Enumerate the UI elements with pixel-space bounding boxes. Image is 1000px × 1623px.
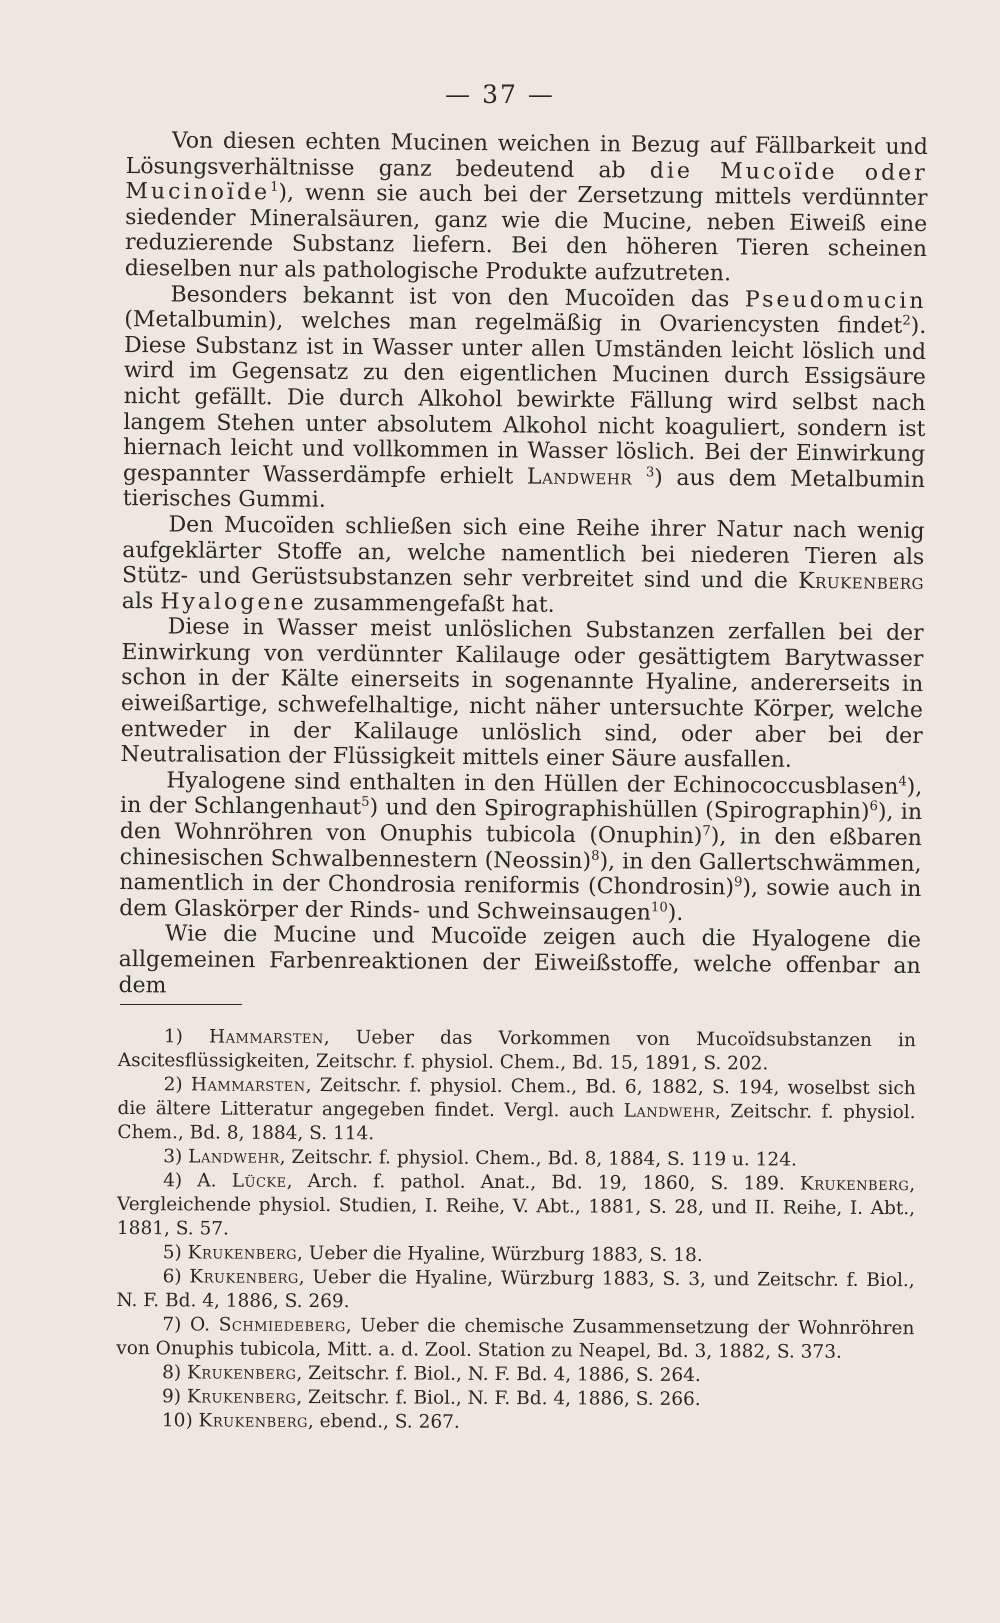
author-name: Krukenberg xyxy=(187,1242,298,1264)
paragraph xyxy=(119,768,922,929)
text-run: 2) xyxy=(163,1074,191,1096)
footnote xyxy=(116,1313,914,1365)
footnote-ref: 6 xyxy=(869,799,878,815)
text-run: , Zeitschr. f. physiol. Chem., Bd. 8, 1884, S. 114. xyxy=(117,1101,916,1145)
text-run: Diese in Wasser meist unlöslichen Substanzen zerfallen bei der Einwirkung von verdünnter Kalilauge oder gesättigtem Barytwasser schon in der Kälte einerseits in sogenannte Hyaline, andererseits in eiweißartige, schwefelhaltige, nicht näher untersuchte Körper, welche entweder in der Kalilauge unlöslich sind, oder aber bei der Neutralisation der Flüssigkeit mittels einer Säure ausfallen. xyxy=(120,614,924,774)
footnotes xyxy=(116,1025,916,1437)
footnote-ref: 5 xyxy=(361,795,370,811)
text-run: (Metalbumin), welches man regelmäßig in Ovariencysten findet xyxy=(124,307,903,339)
author-name: Krukenberg xyxy=(799,1173,910,1196)
footnote-ref: 1 xyxy=(270,180,279,196)
paragraph xyxy=(118,921,921,1005)
footnote xyxy=(116,1265,914,1317)
text-run: Hyalogene sind enthalten in den Hüllen der Echinococcusblasen xyxy=(166,768,899,800)
author-name: Landwehr xyxy=(188,1146,280,1168)
text-run: , Zeitschr. f. Biol., N. F. Bd. 4, 1886, S. 266. xyxy=(296,1386,701,1411)
text-run: 3) xyxy=(163,1146,189,1168)
paragraph xyxy=(123,282,927,519)
footnote-ref: 7 xyxy=(702,823,711,839)
text-run: ), in den eßbaren chinesischen Schwalbennestern (Neossin) xyxy=(119,824,922,874)
text-run: ), in der Schlangenhaut xyxy=(119,774,923,821)
text-run: zusammengefaßt hat. xyxy=(306,590,555,618)
text-run: , Ueber das Vorkommen von Mucoïdsubstanzen in Ascitesflüssigkeiten, Zeitschr. f. physiol. Chem., Bd. 15, 1891, S. 202. xyxy=(117,1027,916,1075)
body-text xyxy=(118,128,928,1005)
text-run: ). Diese Substanz ist in Wasser unter allen Umständen leicht löslich und wird im Gegensatz zu den eigentlichen Mucinen durch Essigsäure nicht gefällt. Die durch Alkohol bewirkte Fällung wird selbst nach langem Stehen unter absolutem Alkohol nicht koaguliert, sondern ist hiernach leicht und vollkommen in Wasser löslich. Bei der Einwirkung gespannter Wasserdämpfe erhielt xyxy=(122,314,927,490)
author-name: Lücke xyxy=(231,1170,287,1192)
text-run: , Vergleichende physiol. Studien, I. Reihe, V. Abt., 1881, S. 28, und II. Reihe, I. Abt., 1881, S. 57. xyxy=(116,1174,916,1240)
text-run: ) aus dem Metalbumin tierisches Gummi. xyxy=(122,465,926,514)
author-name: Krukenberg xyxy=(798,568,925,596)
paragraph xyxy=(125,128,928,289)
text-run: ), wenn sie auch bei der Zersetzung mittels verdünnter siedender Mineralsäuren, ganz wie die Mucine, neben Eiweiß eine reduzierende Substanz liefern. Bei den höheren Tieren scheinen dieselben nur als pathologische Produkte aufzutreten. xyxy=(124,180,928,287)
text-run: 6) xyxy=(162,1266,190,1288)
text-run: Den Mucoïden schließen sich eine Reihe ihrer Natur nach wenig aufgeklärter Stoffe an, welche namentlich bei niederen Tieren als Stütz- und Gerüstsubstanzen sehr verbreitet sind und die xyxy=(121,512,925,594)
text-run: 1) xyxy=(163,1026,210,1048)
spaced-term: Pseudomucin xyxy=(744,286,927,314)
text-run: ). xyxy=(667,900,684,926)
author-name: Landwehr xyxy=(623,1100,716,1123)
text-run: Besonders bekannt ist von den Mucoïden das xyxy=(170,281,746,312)
text-run: , Zeitschr. f. physiol. Chem., Bd. 6, 1882, S. 194, woselbst sich die ältere Litteratur angegeben findet. Vergl. auch xyxy=(117,1074,916,1122)
text-run: , Ueber die chemische Zusammensetzung der Wohnröhren von Onuphis tubicola, Mitt. a. d. Zool. Station zu Neapel, Bd. 3, 1882, S. 373. xyxy=(116,1315,915,1363)
text-run: , Zeitschr. f. physiol. Chem., Bd. 8, 1884, S. 119 u. 124. xyxy=(279,1146,797,1171)
author-name: Krukenberg xyxy=(198,1410,308,1432)
text-run: , ebend., S. 267. xyxy=(307,1411,460,1433)
text-run: 4) A. xyxy=(163,1170,232,1192)
author-name: Krukenberg xyxy=(189,1266,299,1288)
paragraph xyxy=(122,512,925,621)
page-number: — 37 — xyxy=(445,80,555,109)
text-run: ), in den Wohnröhren von Onuphis tubicola (Onuphin) xyxy=(119,800,923,850)
footnote xyxy=(116,1409,914,1437)
footnote-separator xyxy=(120,1004,242,1005)
author-name: Schmiedeberg xyxy=(218,1314,346,1337)
text-run: , Zeitschr. f. Biol., N. F. Bd. 4, 1886, S. 264. xyxy=(296,1362,701,1387)
author-name: Hammarsten xyxy=(190,1074,306,1096)
text-run: , Ueber die Hyaline, Würzburg 1883, S. 3, und Zeitschr. f. Biol., N. F. Bd. 4, 1886, S. 269. xyxy=(116,1266,915,1313)
text-run: Von diesen echten Mucinen weichen in Bezug auf Fällbarkeit und Lösungsverhältnisse ganz bedeutend ab xyxy=(125,128,928,184)
text-run: Wie die Mucine und Mucoïde zeigen auch die Hyalogene die allgemeinen Farbenreaktionen der Eiweißstoffe, welche offenbar an dem xyxy=(118,921,922,998)
text-run: , Ueber die Hyaline, Würzburg 1883, S. 18. xyxy=(296,1242,703,1267)
text-run: 8) xyxy=(162,1362,188,1384)
author-name: Landwehr xyxy=(526,464,633,491)
author-name: Hammarsten xyxy=(208,1026,324,1049)
author-name: Krukenberg xyxy=(186,1362,297,1384)
footnote xyxy=(117,1169,915,1245)
footnote xyxy=(117,1073,915,1149)
text-run: ) und den Spirographishüllen (Spirographin) xyxy=(369,795,870,825)
text-run: ), sowie auch in dem Glaskörper der Rinds- und Schweinsaugen xyxy=(119,875,922,926)
footnote-ref: 8 xyxy=(591,848,600,864)
text-run: ), in den Gallertschwämmen, namentlich in der Chondrosia reniformis (Chondrosin) xyxy=(119,848,922,901)
text-run xyxy=(632,465,646,490)
footnote-ref: 2 xyxy=(902,313,911,329)
text-run: , Arch. f. pathol. Anat., Bd. 19, 1860, S. 189. xyxy=(286,1170,800,1195)
text-run: 9) xyxy=(161,1386,187,1408)
text-run: 10) xyxy=(161,1410,199,1432)
footnote xyxy=(118,1025,916,1077)
footnote-ref: 4 xyxy=(898,774,907,790)
spaced-term: Hyalogene xyxy=(160,589,307,616)
footnote-ref: 9 xyxy=(734,875,743,891)
footnote-ref: 3 xyxy=(645,464,655,481)
author-name: Krukenberg xyxy=(186,1386,297,1408)
paragraph xyxy=(120,614,923,775)
text-run: als xyxy=(121,588,161,615)
text-run: 5) xyxy=(162,1242,188,1264)
spaced-term: die Mucoïde oder Mucinoïde xyxy=(125,158,928,206)
text-run: 7) O. xyxy=(162,1314,219,1336)
footnote-ref: 10 xyxy=(650,900,668,916)
